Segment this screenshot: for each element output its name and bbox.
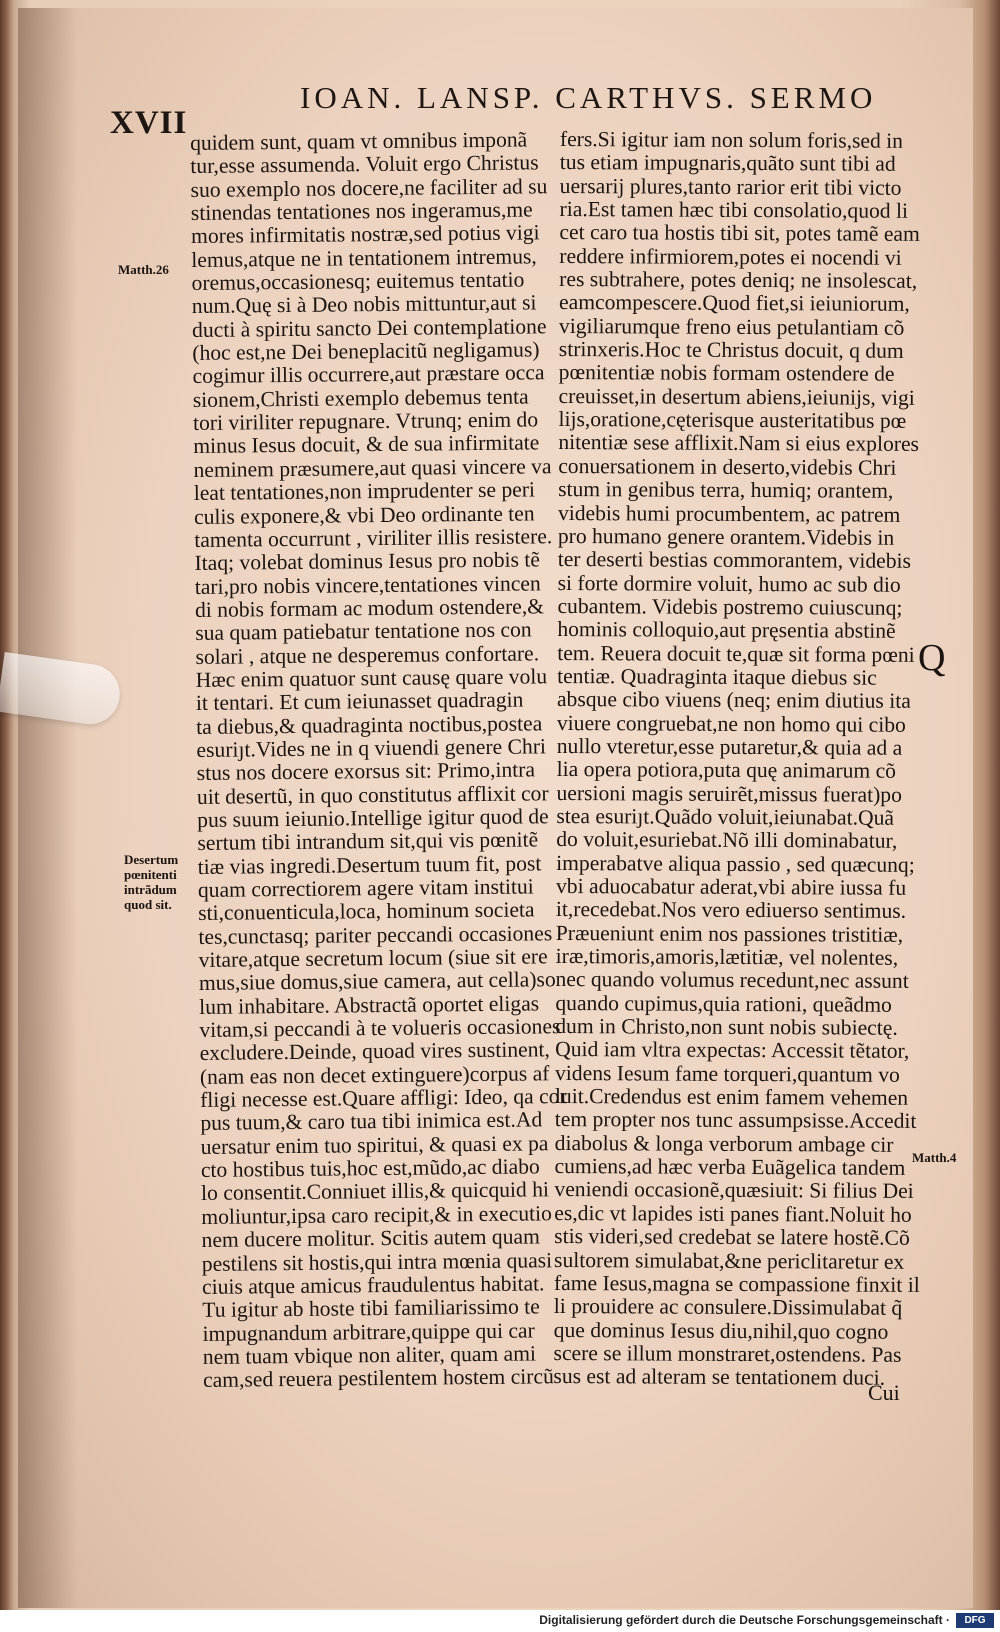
text-line: do voluit,esuriebat.Nõ illi dominabatur, [556,827,898,854]
text-line: nem ducere molitur. Scitis autem quam [201,1224,540,1253]
text-line: suo exemplo nos docere,ne faciliter ad su [190,173,548,202]
text-line: ciuis atque amicus fraudulentus habitat. [201,1271,545,1299]
text-line: culis exponere,& vbi Deo ordinante ten [193,500,535,529]
text-line: veniendi occasionẽ,quæsiuit: Si filius Dei [554,1177,914,1204]
text-line: leat tentationes,non imprudenter se peri [193,477,536,506]
text-line: nullo vteretur,esse putaretur,& quia ad a [556,733,903,760]
text-line: tamenta occurrunt , viriliter illis resistere. [194,524,553,552]
text-line: cubantem. Videbis postremo cuiuscunq; [557,593,903,620]
text-line: vitam,si peccandi à te volueris occasiones [199,1014,561,1043]
text-line: stinendas tentationes nos ingeramus,me [190,197,533,226]
text-line: tari,pro nobis vincere,tentationes vincen [194,570,541,599]
text-line: lia opera potiora,puta quę animarum cõ [556,757,897,784]
text-line: oremus,occasionesq; euitemus tentatio [191,267,525,296]
marginal-letter-q: Q [918,637,946,679]
margin-note-matth26: Matth.26 [118,262,169,277]
right-text-column [553,128,925,1390]
text-line: creuisset,in desertum abiens,ieiunijs, vigi [558,383,915,410]
text-line: tori viriliter repugnare. Vtrunq; enim do [192,407,539,436]
text-line: cogimur illis occurrere,aut præstare occa [192,360,545,389]
margin-note-line: quod sit. [124,897,172,912]
footer-bar [0,1610,1000,1632]
margin-note-line: pœnitenti [124,867,177,882]
text-line: tur,esse assumenda. Voluit ergo Christus [190,150,539,179]
text-line: si forte dormire voluit, humo ac sub dio [557,570,901,597]
text-line: absque cibo viuens (neq; enim diutius ita [556,687,911,714]
left-text-column [190,128,570,1392]
text-line: hominis colloquio,aut pręsentia abstinẽ [557,617,896,643]
text-line: Tu igitur ab hoste tibi familiarissimo te [202,1294,540,1323]
text-line: esuriȷt.Vides ne in q viuendi genere Chri [196,734,547,762]
text-line: ta diebus,& quadraginta noctibus,postea [196,710,543,739]
text-line: (nam eas non decet extinguere)corpus af [199,1061,550,1089]
text-line: cumiens,ad hæc verba Euãgelica tandem [554,1154,906,1180]
text-line: sultorem simulabat,&ne periclitaretur ex [554,1247,905,1274]
text-line: es,dic vt lapides isti panes fiant.Noluit ho [554,1200,912,1227]
text-line: fame Iesus,magna se compassione finxit il [553,1270,920,1297]
text-line: videbis humi procumbentem, ac patrem [557,500,901,527]
text-line: conuersationem in deserto,videbis Chri [558,453,897,480]
text-line: nec quando volumus recedunt,nec assunt [555,967,909,994]
text-line: cto hostibus tuis,hoc est,mũdo,ac diabo [200,1154,540,1183]
text-line: tes,cunctasq; pariter peccandi occasiones [198,920,553,949]
text-line: iræ,timoris,amoris,lætitiæ, vel nolentes, [555,944,899,970]
dfg-logo-icon: DFG [956,1613,994,1628]
text-line: ria.Est tamen hæc tibi consolatio,quod li [559,197,909,223]
text-line: uit desertũ, in quo constitutus afflixit cor [196,780,549,809]
text-line: di nobis formam ac modum ostendere,& [194,594,545,622]
text-line: quam correctiorem agere vitam institui [197,874,534,902]
text-line: scere se illum monstraret,ostendens. Pas [553,1340,902,1367]
text-line: sionem,Christi exemplo debemus tenta [192,384,529,412]
text-line: tem. Reuera docuit te,quæ sit forma pœni [557,640,915,667]
text-line: quando cupimus,quia rationi, queãdmo [555,990,892,1017]
text-line: fligi necesse est.Quare affligi: Ideo, qa cor [200,1084,567,1113]
text-line: fers.Si igitur iam non solum foris,sed in [559,127,904,153]
text-line: minus Iesus docuit, & de sua infirmitate [193,430,540,459]
text-line: viuere congruebat,ne non homo qui cibo [556,710,906,737]
text-line: tentiæ. Quadraginta itaque diebus sic [557,663,877,690]
gutter-shadow [18,8,78,1608]
text-line: quidem sunt, quam vt omnibus imponã [189,127,528,155]
text-line: Quid iam vltra expectas: Accessit tẽtator, [555,1037,910,1064]
text-line: mores infirmitatis nostræ,sed potius vigi [190,220,540,249]
text-line: moliuntur,ipsa caro recipit,& in executio [201,1201,552,1229]
text-line: ter deserti bestias commorantem, videbis [557,547,912,574]
text-line: uersioni magis seruirẽt,missus fuerat)po [556,780,903,807]
text-line: que dominus Iesus diu,nihil,quo cogno [553,1317,889,1344]
text-line: lum inhabitare. Abstractã oportet eligas [199,991,540,1019]
text-line: solari , atque ne desperemus confortare. [195,640,540,669]
margin-note-line: intrãdum [124,882,177,897]
text-line: res subtrahere, potes deniq; ne insolescat, [559,267,918,293]
text-line: vitare,atque secretum locum (siue sit ere [198,944,548,972]
text-line: lijs,oratione,cęterisque austeritatibus pœ [558,407,907,433]
text-line: cet caro tua hostis tibi sit, potes tamẽ eam [559,220,920,247]
text-line: strinxeris.Hoc te Christus docuit, q dum [558,337,904,363]
text-line: excludere.Deinde, quoad vires sustinent, [199,1037,550,1066]
text-line: mus,siue domus,siue camera, aut cella)so [198,967,556,996]
text-line: sua quam patiebatur tentatione nos con [195,617,532,646]
text-line: stus nos docere exorsus sit: Primo,intra [196,757,536,786]
text-line: neminem præsumere,aut quasi vincere va [193,454,552,482]
text-line: pestilens sit hostis,qui intra mœnia quasi [201,1247,553,1276]
text-line: Hæc enim quatuor sunt causę quare volu [195,664,548,692]
text-line: sus est ad alteram se tentationem duci. [553,1364,886,1390]
catchword: Cui [868,1380,900,1405]
text-line: tiæ vias ingredi.Desertum tuum fit, post [197,851,542,879]
text-line: eamcompescere.Quod fiet,si ieiuniorum, [559,290,910,317]
text-line: nem tuam vbique non aliter, quam ami [202,1341,537,1369]
text-line: luit.Credendus est enim famem vehemen [554,1084,909,1110]
text-line: ducti à spiritu sancto Dei contemplatione [191,314,547,342]
text-line: stea esuriȷt.Quãdo voluit,ieiunabat.Quã [556,803,895,830]
text-line: lemus,atque ne in tentationem intremus, [191,244,537,272]
text-line: stum in genibus terra, humiq; orantem, [558,477,894,503]
text-line: (hoc est,ne Dei beneplacitũ negligamus) [192,337,540,366]
text-line: uersarij plures,tanto rarior erit tibi victo [559,173,902,200]
margin-note-matth4: Matth.4 [912,1150,957,1165]
text-line: it,recedebat.Nos vero ediuerso sentimus. [555,897,907,924]
text-line: sertum tibi intrandum sit,qui vis pœnitẽ [197,827,539,856]
text-line: tem propter nos tunc assumpsisse.Accedit [554,1107,917,1134]
text-line: uersatur enim tuo spiritui, & quasi ex pa [200,1131,549,1159]
running-head: IOAN. LANSP. CARTHVS. SERMO [300,80,877,115]
text-line: tus etiam impugnaris,quãto sunt tibi ad [559,150,896,177]
text-line: num.Quę si à Deo nobis mittuntur,aut si [191,290,537,319]
text-line: cam,sed reuera pestilentem hostem circũ [202,1364,554,1393]
text-line: nitentiæ sese afflixit.Nam si eius explores [558,430,920,457]
folio-number: XVII [110,105,188,141]
margin-note-line: Desertum [124,852,179,867]
text-line: sti,conuenticula,loca, hominum societa [198,897,535,926]
text-line: Præueniunt enim nos passiones tristitiæ, [555,920,904,947]
text-line: Itaq; volebat dominus Iesus pro nobis tẽ [194,547,541,576]
margin-note-desertum [124,852,194,912]
text-line: pus suum ieiunio.Intellige igitur quod de [197,804,549,832]
text-line: pœnitentiæ nobis formam ostendere de [558,360,895,387]
text-line: pro humano genere orantem.Videbis in [557,523,895,550]
text-line: videns Iesum fame torqueri,quantum vo [554,1060,900,1087]
text-line: vbi aduocabatur aderat,vbi abire iussa fu [555,873,907,900]
text-line: reddere infirmiorem,potes ei nocendi vi [559,243,902,270]
text-line: li prouidere ac consulere.Dissimulabat q̃ [553,1294,903,1320]
text-line: imperabatve aliqua passio , sed quæcunq; [556,850,915,877]
text-line: vigiliarumque freno eius petulantiam cõ [558,313,905,340]
text-line: pus tuum,& caro tua tibi inimica est.Ad [200,1107,543,1136]
text-line: it tentari. Et cum ieiunasset quadragin [195,687,524,716]
text-line: lo consentit.Conniuet illis,& quicquid hi [200,1177,550,1206]
text-line: dum in Christo,non sunt nobis subiectę. [555,1014,898,1040]
text-line: impugnandum arbitrare,quippe qui car [202,1317,535,1346]
text-line: stis videri,sed credebat se latere hostẽ.Cõ [554,1224,910,1251]
footer-credit: Digitalisierung gefördert durch die Deutsche Forschungsgemeinschaft · [539,1613,950,1627]
text-line: diabolus & longa verborum ambage cir [554,1130,894,1157]
